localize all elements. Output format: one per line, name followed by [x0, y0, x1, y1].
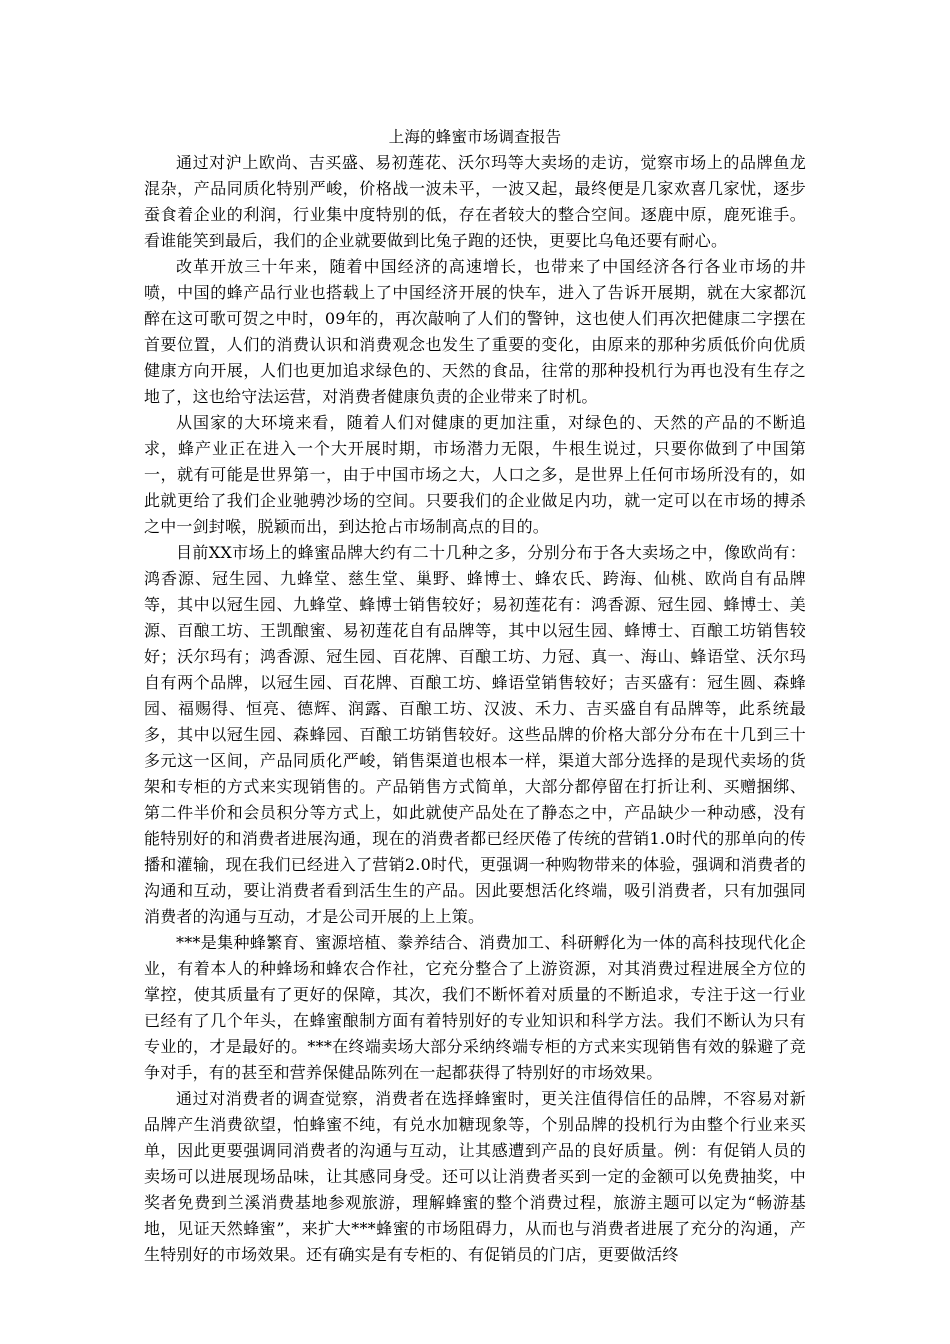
- document-body: [144, 124, 806, 1268]
- paragraph-2: 改革开放三十年来，随着中国经济的高速增长，也带来了中国经济各行各业市场的井喷，中国的蜂产品行业也搭载上了中国经济开展的快车，进入了告诉开展期，就在大家都沉醉在这可歌可贺之中时，09年的，再次敲响了人们的警钟，这也使人们再次把健康二字摆在首要位置，人们的消费认识和消费观念也发生了重要的变化，由原来的那种劣质低价向优质健康方向开展，人们也更加追求绿色的、天然的食品，往常的那种投机行为再也没有生存之地了，这也给守法运营，对消费者健康负责的企业带来了时机。: [144, 257, 806, 406]
- paragraph-4: 目前XX市场上的蜂蜜品牌大约有二十几种之多，分别分布于各大卖场之中，像欧尚有：鸿香源、冠生园、九蜂堂、慈生堂、巢野、蜂博士、蜂农氏、跨海、仙桃、欧尚自有品牌等，其中以冠生园、九蜂堂、蜂博士销售较好；易初莲花有：鸿香源、冠生园、蜂博士、美源、百酿工坊、王凯酿蜜、易初莲花自有品牌等，其中以冠生园、蜂博士、百酿工坊销售较好；沃尔玛有；鸿香源、冠生园、百花牌、百酿工坊、力冠、真一、海山、蜂语堂、沃尔玛自有两个品牌，以冠生园、百花牌、百酿工坊、蜂语堂销售较好；吉买盛有：冠生圆、森蜂园、福赐得、恒亮、德辉、润露、百酿工坊、汉波、禾力、吉买盛自有品牌等，此系统最多，其中以冠生园、森蜂园、百酿工坊销售较好。这些品牌的价格大部分分布在十几到三十多元这一区间，产品同质化严峻，销售渠道也根本一样，渠道大部分选择的是现代卖场的货架和专柜的方式来实现销售的。产品销售方式简单，大部分都停留在打折让利、买赠捆绑、第二件半价和会员积分等方式上，如此就使产品处在了静态之中，产品缺少一种动感，没有能特别好的和消费者进展沟通，现在的消费者都已经厌倦了传统的营销1.0时代的那单向的传播和灌输，现在我们已经进入了营销2.0时代，更强调一种购物带来的体验，强调和消费者的沟通和互动，要让消费者看到活生生的产品。因此要想活化终端，吸引消费者，只有加强同消费者的沟通与互动，才是公司开展的上上策。: [144, 543, 806, 926]
- paragraph-3: 从国家的大环境来看，随着人们对健康的更加注重，对绿色的、天然的产品的不断追求，蜂产业正在进入一个大开展时期，市场潜力无限，牛根生说过，只要你做到了中国第一，就有可能是世界第一，由于中国市场之大，人口之多，是世界上任何市场所没有的，如此就更给了我们企业驰骋沙场的空间。只要我们的企业做足内功，就一定可以在市场的搏杀之中一剑封喉，脱颖而出，到达抢占市场制高点的目的。: [144, 413, 806, 536]
- document-title: 上海的蜂蜜市场调查报告: [388, 128, 562, 146]
- paragraph-6: 通过对消费者的调查觉察，消费者在选择蜂蜜时，更关注值得信任的品牌，不容易对新品牌产生消费欲望，怕蜂蜜不纯，有兑水加糖现象等，个别品牌的投机行为由整个行业来买单，因此更要强调同消费者的沟通与互动，让其感遭到产品的良好质量。例：有促销人员的卖场可以进展现场品味，让其感同身受。还可以让消费者买到一定的金额可以免费抽奖，中奖者免费到兰溪消费基地参观旅游，理解蜂蜜的整个消费过程，旅游主题可以定为“畅游基地，见证天然蜂蜜”，来扩大***蜂蜜的市场阻碍力，从而也与消费者进展了充分的沟通，产生特别好的市场效果。还有确实是有专柜的、有促销员的门店，更要做活终: [144, 1089, 806, 1264]
- paragraph-1: 通过对沪上欧尚、吉买盛、易初莲花、沃尔玛等大卖场的走访，觉察市场上的品牌鱼龙混杂，产品同质化特别严峻，价格战一波未平，一波又起，最终便是几家欢喜几家忧，逐步蚕食着企业的利润，行业集中度特别的低，存在者较大的整合空间。逐鹿中原，鹿死谁手。看谁能笑到最后，我们的企业就要做到比兔子跑的还快，更要比乌龟还要有耐心。: [144, 153, 806, 250]
- paragraph-5: ***是集种蜂繁育、蜜源培植、豢养结合、消费加工、科研孵化为一体的高科技现代化企业，有着本人的种蜂场和蜂农合作社，它充分整合了上游资源，对其消费过程进展全方位的掌控，使其质量有了更好的保障，其次，我们不断怀着对质量的不断追求，专注于这一行业已经有了几个年头，在蜂蜜酿制方面有着特别好的专业知识和科学方法。我们不断认为只有专业的，才是最好的。***在终端卖场大部分采纳终端专柜的方式来实现销售有效的躲避了竞争对手，有的甚至和营养保健品陈列在一起都获得了特别好的市场效果。: [144, 933, 806, 1082]
